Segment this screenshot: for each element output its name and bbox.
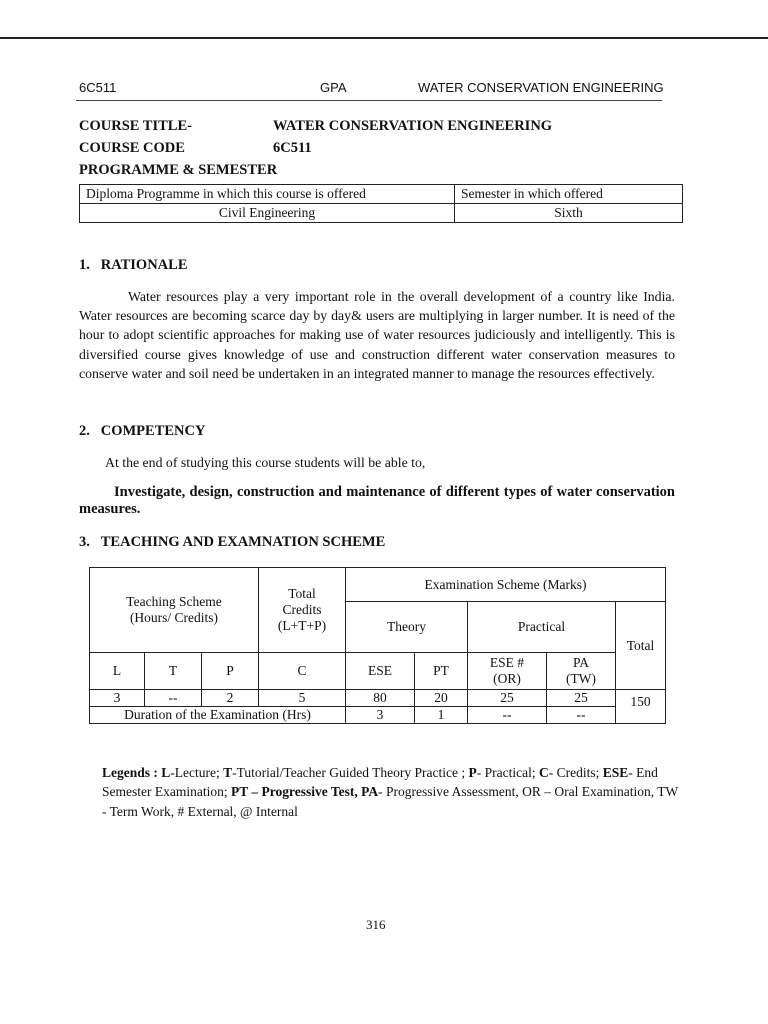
- legend-key-ese: ESE: [602, 765, 629, 780]
- col-ese-or-line1: ESE #: [489, 655, 525, 670]
- programme-table-value-row: [80, 204, 683, 223]
- scheme-row-header-1: [90, 568, 666, 602]
- scheme-row-duration: [90, 707, 666, 724]
- page-number: 316: [366, 917, 386, 932]
- legend-desc-ese: - End Semester Examination;: [102, 765, 658, 800]
- col-ese-or: [468, 653, 547, 690]
- semester-value-cell: Sixth: [455, 204, 683, 223]
- scheme-row-columns: [90, 653, 666, 690]
- course-title-value: WATER CONSERVATION ENGINEERING: [273, 118, 553, 134]
- val-t: --: [145, 690, 202, 707]
- legend-desc-l: -Lecture;: [170, 765, 224, 780]
- competency-statement: Investigate, design, construction and maintenance of different types of water conservation measures.: [79, 484, 675, 517]
- top-rule: [0, 37, 768, 39]
- legend-key-l: L: [161, 765, 171, 780]
- dur-tw: --: [547, 707, 616, 724]
- val-pt: 20: [415, 690, 468, 707]
- teaching-exam-scheme-table: [89, 567, 666, 724]
- course-code-value: 6C511: [273, 140, 312, 156]
- col-p: P: [202, 653, 259, 690]
- legend-desc-pa: - Progressive Assessment, OR – Oral Examination, TW - Term Work, # External, @ Internal: [102, 784, 678, 819]
- legend-key-pt: PT – Progressive Test,: [230, 784, 358, 800]
- exam-scheme-header: Examination Scheme (Marks): [346, 568, 666, 602]
- legend-desc-p: - Practical;: [476, 765, 539, 780]
- header-course-title: WATER CONSERVATION ENGINEERING: [418, 80, 664, 95]
- practical-header: Practical: [468, 602, 616, 653]
- programme-table-header-row: [80, 185, 683, 204]
- total-credits-line1: Total: [288, 586, 316, 601]
- col-pt: PT: [415, 653, 468, 690]
- val-c: 5: [259, 690, 346, 707]
- programme-table: [79, 184, 683, 223]
- programme-header-cell: Diploma Programme in which this course is offered: [80, 185, 455, 204]
- col-t: T: [145, 653, 202, 690]
- dur-pt: 1: [415, 707, 468, 724]
- legends-block: [102, 763, 682, 821]
- legend-key-pa: PA: [361, 784, 379, 800]
- competency-intro: At the end of studying this course students will be able to,: [105, 455, 426, 470]
- total-credits-line2: Credits: [282, 602, 322, 617]
- col-pa-tw: [547, 653, 616, 690]
- scheme-heading: 3. TEACHING AND EXAMNATION SCHEME: [79, 534, 386, 550]
- rationale-heading: 1. RATIONALE: [79, 257, 188, 273]
- theory-header: Theory: [346, 602, 468, 653]
- scheme-row-values: [90, 690, 666, 707]
- total-header: Total: [616, 602, 666, 690]
- col-pa-tw-line1: PA: [572, 655, 590, 670]
- total-credits-cell: [259, 568, 346, 653]
- val-l: 3: [90, 690, 145, 707]
- course-title-label: COURSE TITLE-: [79, 118, 192, 134]
- val-or: 25: [468, 690, 547, 707]
- header-course-code: 6C511: [79, 80, 117, 95]
- header-rule: [76, 100, 662, 101]
- duration-label: Duration of the Examination (Hrs): [90, 707, 346, 724]
- teaching-scheme-line2: (Hours/ Credits): [129, 610, 219, 625]
- course-code-label: COURSE CODE: [79, 140, 185, 156]
- legend-desc-t: -Tutorial/Teacher Guided Theory Practice ;: [232, 765, 469, 780]
- dur-ese: 3: [346, 707, 415, 724]
- header-institute: GPA: [320, 80, 347, 95]
- col-ese: ESE: [346, 653, 415, 690]
- teaching-scheme-cell: [90, 568, 259, 653]
- legend-desc-c: - Credits;: [548, 765, 603, 780]
- dur-or: --: [468, 707, 547, 724]
- val-total: 150: [616, 690, 666, 724]
- programme-value-cell: Civil Engineering: [80, 204, 455, 223]
- legend-key-t: T: [223, 765, 233, 780]
- semester-header-cell: Semester in which offered: [455, 185, 683, 204]
- competency-heading: 2. COMPETENCY: [79, 423, 206, 439]
- col-pa-tw-line2: (TW): [566, 671, 596, 686]
- legends-label: Legends :: [102, 765, 158, 780]
- rationale-text: Water resources play a very important role in the overall development of a country like India. Water resources are becoming scarce day by day& users are multiplying in larger number. It is need of the hour to adopt scientific approaches for making use of water resources judiciously and intelligently. This is diversified course gives knowledge of use and construction different water conservation measures to conserve water and soil need be undertaken in an integrated manner to manage the resources effectively.: [79, 289, 675, 381]
- val-ese: 80: [346, 690, 415, 707]
- legend-key-p: P: [468, 765, 477, 780]
- col-c: C: [259, 653, 346, 690]
- col-ese-or-line2: (OR): [493, 671, 521, 686]
- legend-key-c: C: [538, 765, 549, 780]
- programme-semester-label: PROGRAMME & SEMESTER: [79, 162, 278, 178]
- col-l: L: [90, 653, 145, 690]
- val-p: 2: [202, 690, 259, 707]
- total-credits-line3: (L+T+P): [277, 618, 327, 633]
- teaching-scheme-line1: Teaching Scheme: [126, 594, 222, 609]
- val-tw: 25: [547, 690, 616, 707]
